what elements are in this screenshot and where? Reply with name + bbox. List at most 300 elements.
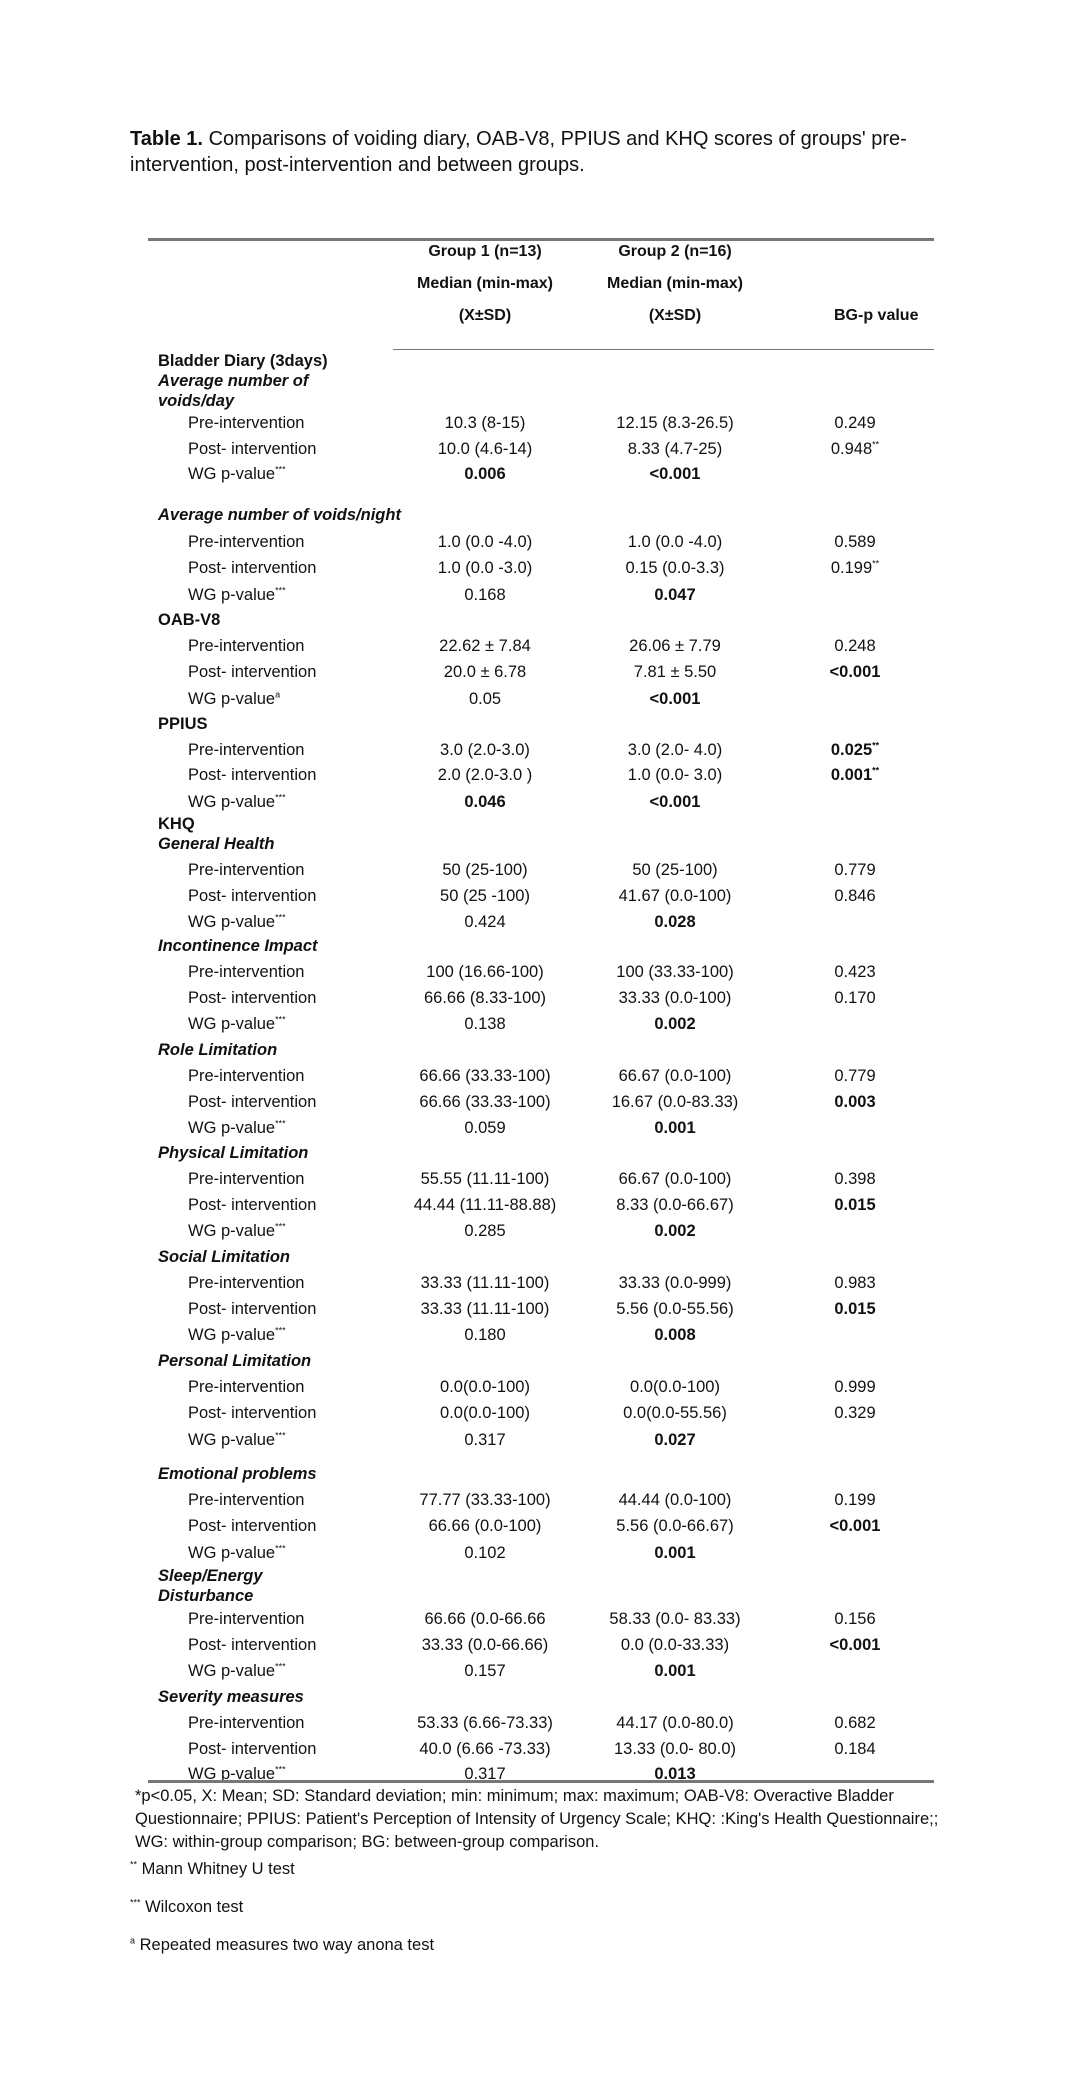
table-row: [0, 1712, 1080, 1734]
bg-p-value-text: 0.589: [834, 533, 876, 551]
row-label: [188, 1220, 286, 1242]
bg-p-value-text: 0.248: [834, 637, 876, 655]
row-label: [188, 885, 316, 907]
table-row: [0, 1608, 1080, 1630]
group2-value-text: 0.002: [654, 1222, 696, 1240]
row-label-text: Pre-intervention: [188, 414, 305, 432]
group1-value: [380, 885, 590, 907]
footnote-marker: **: [872, 558, 880, 569]
footnote-wilcoxon: [130, 1896, 950, 1919]
row-label: Sleep/Energy: [158, 1567, 263, 1585]
footnote-marker: ***: [275, 1764, 286, 1775]
footnote-marker: ***: [275, 464, 286, 475]
group2-value: [570, 661, 780, 683]
row-label: [188, 764, 316, 786]
group1-value: [380, 1660, 590, 1682]
table-row: [0, 961, 1080, 983]
bg-p-value: [790, 739, 920, 761]
row-label: [188, 1298, 316, 1320]
row-label: [188, 635, 304, 657]
bg-p-value: [790, 1272, 920, 1294]
subsection-heading: [0, 1039, 1080, 1061]
row-label-text: WG p-value: [188, 793, 276, 811]
row-label-text: Pre-intervention: [188, 1610, 305, 1628]
group1-value-text: 0.317: [464, 1431, 506, 1449]
row-label-text: Post- intervention: [188, 766, 317, 784]
header-group2-stat: Median (min-max): [606, 275, 743, 292]
footnote-marker: ***: [275, 1325, 286, 1336]
bg-p-value-text: 0.199: [834, 1491, 876, 1509]
row-label: General Health: [158, 835, 275, 853]
footnote-marker: ***: [275, 1543, 286, 1554]
row-label-text: Pre-intervention: [188, 1491, 305, 1509]
bg-p-value-text: 0.682: [834, 1714, 876, 1732]
group1-value-text: 66.66 (33.33-100): [419, 1093, 551, 1111]
group2-value: [570, 557, 780, 579]
subsection-heading: [0, 504, 1080, 526]
group1-value: [380, 1220, 590, 1242]
row-label: [188, 1376, 304, 1398]
row-label-text: Post- intervention: [188, 663, 317, 681]
row-label: Severity measures: [158, 1688, 304, 1706]
table-row: [0, 635, 1080, 657]
subsection-heading: [0, 370, 1080, 392]
table-row: [0, 1117, 1080, 1139]
footnote-mark: **: [130, 1859, 138, 1870]
group2-value: [570, 1324, 780, 1346]
row-label: OAB-V8: [158, 611, 221, 629]
group1-value-text: 66.66 (0.0-66.66: [424, 1610, 546, 1628]
group1-value-text: 55.55 (11.11-100): [420, 1170, 550, 1188]
table-row: [0, 584, 1080, 606]
group1-value-text: 1.0 (0.0 -3.0): [437, 559, 533, 577]
row-label: [188, 1194, 316, 1216]
bg-p-value: [790, 1065, 920, 1087]
group1-value: [380, 1634, 590, 1656]
group2-value: [570, 987, 780, 1009]
row-label: Role Limitation: [158, 1041, 278, 1059]
group1-value: [380, 791, 590, 813]
table-row: [0, 1634, 1080, 1656]
bg-p-value-text: 0.001: [830, 766, 873, 784]
row-label-text: Post- intervention: [188, 559, 317, 577]
row-label-text: Pre-intervention: [188, 1067, 305, 1085]
group1-value: [380, 584, 590, 606]
row-label: Physical Limitation: [158, 1144, 309, 1162]
group1-value: [380, 661, 590, 683]
row-label: Average number of voids/night: [158, 506, 401, 524]
subsection-heading: [0, 1246, 1080, 1268]
row-label: Bladder Diary (3days): [158, 352, 328, 370]
row-label-text: Pre-intervention: [188, 861, 305, 879]
subsection-heading: [0, 1350, 1080, 1372]
group1-value: [380, 911, 590, 933]
section-heading: [0, 350, 1080, 372]
group1-value: [380, 1065, 590, 1087]
subsection-heading: [0, 1565, 1080, 1587]
group1-value-text: 33.33 (0.0-66.66): [421, 1636, 549, 1654]
footnote-marker: **: [872, 439, 880, 450]
group2-value-text: 33.33 (0.0-999): [618, 1274, 732, 1292]
row-label: [188, 688, 280, 710]
footnote-marker: ***: [275, 1014, 286, 1025]
group2-value: [570, 1272, 780, 1294]
group1-value: [380, 1324, 590, 1346]
table-row: [0, 661, 1080, 683]
row-label: Social Limitation: [158, 1248, 291, 1266]
footnote-marker: **: [872, 765, 880, 776]
group2-value: [570, 635, 780, 657]
row-label: [188, 1429, 286, 1451]
row-label: [188, 1660, 286, 1682]
row-label-text: Pre-intervention: [188, 1714, 305, 1732]
row-label: KHQ: [158, 815, 195, 833]
group2-value-text: 0.008: [654, 1326, 696, 1344]
group1-value: [380, 987, 590, 1009]
row-label-text: WG p-value: [188, 586, 276, 604]
group1-value: [380, 1117, 590, 1139]
subsection-heading: [0, 1585, 1080, 1607]
group1-value-text: 0.157: [464, 1662, 506, 1680]
bg-p-value-text: 0.015: [834, 1196, 876, 1214]
group1-value-text: 44.44 (11.11-88.88): [413, 1196, 557, 1214]
group2-value-text: 7.81 ± 5.50: [633, 663, 717, 681]
row-label: [188, 463, 286, 485]
bg-p-value-text: <0.001: [829, 1636, 881, 1654]
group2-value-text: 8.33 (0.0-66.67): [616, 1196, 734, 1214]
group2-value: [570, 1515, 780, 1537]
bg-p-value: [790, 987, 920, 1009]
header-group1-name: Group 1 (n=13): [428, 243, 542, 260]
footnote-marker: ***: [275, 792, 286, 803]
bg-p-value-text: 0.199: [830, 559, 873, 577]
group2-value-text: 16.67 (0.0-83.33): [611, 1093, 739, 1111]
footnote-text: Wilcoxon test: [145, 1898, 244, 1916]
row-label: [188, 791, 286, 813]
group1-value-text: 0.138: [464, 1015, 506, 1033]
group1-value-text: 53.33 (6.66-73.33): [417, 1714, 553, 1732]
group1-value: [380, 1194, 590, 1216]
footnote-marker: ***: [275, 1661, 286, 1672]
row-label-text: Pre-intervention: [188, 963, 305, 981]
footnote-marker: ***: [275, 1430, 286, 1441]
row-label-text: WG p-value: [188, 913, 276, 931]
group1-value: [380, 1608, 590, 1630]
row-label-text: WG p-value: [188, 1326, 276, 1344]
bg-p-value: [790, 1376, 920, 1398]
group2-value-text: 13.33 (0.0- 80.0): [614, 1740, 736, 1758]
group2-value-text: 44.17 (0.0-80.0): [616, 1714, 734, 1732]
row-label: [188, 961, 304, 983]
row-label: voids/day: [158, 392, 235, 410]
bg-p-value: [790, 412, 920, 434]
bg-p-value-text: 0.779: [834, 861, 876, 879]
row-label-text: Post- intervention: [188, 1404, 317, 1422]
group2-value: [570, 1634, 780, 1656]
bg-p-value-text: 0.184: [834, 1740, 876, 1758]
header-group2: [570, 242, 780, 338]
bg-p-value-text: 0.999: [834, 1378, 876, 1396]
table-top-rule: [148, 238, 934, 241]
footnote-repeated-measures: [130, 1934, 950, 1957]
bg-p-value: [790, 1194, 920, 1216]
bg-p-value: [790, 1608, 920, 1630]
row-label: [188, 531, 304, 553]
table-row: [0, 1220, 1080, 1242]
row-label: [188, 739, 304, 761]
group1-value: [380, 961, 590, 983]
bg-p-value-text: 0.015: [834, 1300, 876, 1318]
group1-value-text: 66.66 (0.0-100): [428, 1517, 542, 1535]
row-label-text: WG p-value: [188, 1222, 276, 1240]
group1-value-text: 2.0 (2.0-3.0 ): [437, 766, 533, 784]
group2-value: [570, 1220, 780, 1242]
bg-p-value-text: 0.948: [830, 440, 873, 458]
group2-value: [570, 1402, 780, 1424]
bg-p-value-text: 0.398: [834, 1170, 876, 1188]
bg-p-value-text: 0.423: [834, 963, 876, 981]
group1-value-text: 0.046: [464, 793, 506, 811]
table-row: [0, 1324, 1080, 1346]
group1-value: [380, 1013, 590, 1035]
row-label: [188, 1634, 316, 1656]
group2-value-text: 0.0(0.0-55.56): [623, 1404, 727, 1422]
group2-value-text: 33.33 (0.0-100): [618, 989, 732, 1007]
group2-value-text: 1.0 (0.0- 3.0): [627, 766, 723, 784]
group1-value: [380, 859, 590, 881]
group1-value: [380, 1091, 590, 1113]
group1-value-text: 0.05: [468, 690, 502, 708]
subsection-heading: [0, 1686, 1080, 1708]
group1-value-text: 33.33 (11.11-100): [420, 1300, 550, 1318]
group1-value: [380, 438, 590, 460]
group2-value: [570, 1429, 780, 1451]
group2-value: [570, 1298, 780, 1320]
header-bg-pvalue: BG-p value: [834, 307, 919, 324]
group2-value: [570, 1738, 780, 1760]
group1-value-text: 22.62 ± 7.84: [439, 637, 531, 655]
row-label-text: Post- intervention: [188, 1196, 317, 1214]
bg-p-value-text: <0.001: [829, 1517, 881, 1535]
table-row: [0, 764, 1080, 786]
group1-value-text: 66.66 (8.33-100): [423, 989, 546, 1007]
group1-value: [380, 688, 590, 710]
group2-value-text: 66.67 (0.0-100): [618, 1067, 732, 1085]
group2-value: [570, 1542, 780, 1564]
group2-value-text: 0.0(0.0-100): [630, 1378, 720, 1396]
group1-value: [380, 1429, 590, 1451]
bg-p-value: [790, 661, 920, 683]
group1-value-text: 66.66 (33.33-100): [419, 1067, 551, 1085]
row-label-text: Pre-intervention: [188, 637, 305, 655]
group1-value-text: 50 (25 -100): [440, 887, 530, 905]
group2-value-text: 5.56 (0.0-66.67): [616, 1517, 734, 1535]
bg-p-value-text: 0.329: [834, 1404, 876, 1422]
group1-value-text: 20.0 ± 6.78: [443, 663, 527, 681]
group1-value: [380, 1489, 590, 1511]
row-label: PPIUS: [158, 715, 208, 733]
group2-value-text: 66.67 (0.0-100): [618, 1170, 732, 1188]
row-label: [188, 1324, 286, 1346]
group1-value: [380, 412, 590, 434]
footnote-text: Mann Whitney U test: [141, 1860, 295, 1878]
group1-value: [380, 1542, 590, 1564]
row-label-text: WG p-value: [188, 1119, 276, 1137]
group2-value-text: <0.001: [649, 690, 701, 708]
footnote-marker: ***: [275, 912, 286, 923]
group2-value-text: 0.15 (0.0-3.3): [625, 559, 725, 577]
group1-value: [380, 531, 590, 553]
group2-value-text: 12.15 (8.3-26.5): [616, 414, 734, 432]
group1-value-text: 0.424: [464, 913, 506, 931]
row-label: Average number of: [158, 372, 309, 390]
group2-value: [570, 791, 780, 813]
table-row: [0, 859, 1080, 881]
footnote-mark: ***: [130, 1897, 141, 1908]
subsection-heading: [0, 833, 1080, 855]
group1-value-text: 0.168: [464, 586, 506, 604]
group1-value-text: 0.317: [464, 1765, 506, 1783]
group2-value-text: 26.06 ± 7.79: [629, 637, 721, 655]
table-row: [0, 1542, 1080, 1564]
row-label: [188, 1402, 316, 1424]
group2-value-text: <0.001: [649, 793, 701, 811]
header-group2-mean: (X±SD): [648, 307, 702, 324]
row-label: [188, 1489, 304, 1511]
caption-label: Table 1.: [130, 128, 203, 150]
group2-value-text: 50 (25-100): [632, 861, 718, 879]
table-row: [0, 531, 1080, 553]
group2-value: [570, 739, 780, 761]
group1-value-text: 50 (25-100): [442, 861, 528, 879]
group2-value: [570, 531, 780, 553]
group2-value-text: 0.001: [654, 1119, 696, 1137]
group2-value: [570, 584, 780, 606]
group1-value-text: 77.77 (33.33-100): [419, 1491, 551, 1509]
group2-value-text: 0.002: [654, 1015, 696, 1033]
row-label: [188, 1168, 304, 1190]
row-label: [188, 438, 316, 460]
row-label: [188, 1065, 304, 1087]
bg-p-value: [790, 1168, 920, 1190]
caption-text: Comparisons of voiding diary, OAB-V8, PPIUS and KHQ scores of groups' pre-intervention, post-intervention and between groups.: [130, 128, 907, 176]
group1-value: [380, 1298, 590, 1320]
table-row: [0, 463, 1080, 485]
group1-value-text: 0.006: [464, 465, 506, 483]
row-label: [188, 412, 304, 434]
group1-value: [380, 463, 590, 485]
group1-value-text: 1.0 (0.0 -4.0): [437, 533, 533, 551]
table-bottom-rule: [148, 1780, 934, 1783]
row-label: [188, 911, 286, 933]
table-row: [0, 557, 1080, 579]
group2-value: [570, 1091, 780, 1113]
footnote-marker: ***: [275, 1221, 286, 1232]
row-label-text: Post- intervention: [188, 989, 317, 1007]
group1-value: [380, 764, 590, 786]
bg-p-value-text: 0.249: [834, 414, 876, 432]
footnote-marker: **: [872, 740, 880, 751]
table-row: [0, 688, 1080, 710]
row-label-text: Pre-intervention: [188, 741, 305, 759]
row-label: [188, 859, 304, 881]
row-label: [188, 1515, 316, 1537]
group2-value: [570, 764, 780, 786]
group1-value-text: 10.0 (4.6-14): [437, 440, 533, 458]
group2-value-text: 0.001: [654, 1544, 696, 1562]
subsection-heading: [0, 1463, 1080, 1485]
row-label-text: Post- intervention: [188, 1093, 317, 1111]
row-label: [188, 661, 316, 683]
group2-value-text: <0.001: [649, 465, 701, 483]
table-row: [0, 739, 1080, 761]
table-row: [0, 1091, 1080, 1113]
bg-p-value: [790, 1515, 920, 1537]
footnote-marker: ***: [275, 1118, 286, 1129]
bg-p-value: [790, 764, 920, 786]
group1-value-text: 0.102: [464, 1544, 506, 1562]
row-label: [188, 584, 286, 606]
row-label-text: Post- intervention: [188, 440, 317, 458]
group2-value-text: 5.56 (0.0-55.56): [616, 1300, 734, 1318]
row-label-text: WG p-value: [188, 690, 276, 708]
group1-value-text: 33.33 (11.11-100): [420, 1274, 550, 1292]
group2-value-text: 100 (33.33-100): [616, 963, 734, 981]
table-row: [0, 1168, 1080, 1190]
bg-p-value: [790, 1738, 920, 1760]
row-label-text: Post- intervention: [188, 1636, 317, 1654]
group2-value-text: 8.33 (4.7-25): [627, 440, 723, 458]
section-heading: [0, 713, 1080, 735]
bg-p-value: [790, 961, 920, 983]
table-row: [0, 412, 1080, 434]
group2-value: [570, 688, 780, 710]
bg-p-value-text: <0.001: [829, 663, 881, 681]
bg-p-value: [790, 1712, 920, 1734]
table-row: [0, 1013, 1080, 1035]
row-label-text: Pre-intervention: [188, 1170, 305, 1188]
group2-value: [570, 961, 780, 983]
group2-value: [570, 1194, 780, 1216]
footnote-text: Repeated measures two way anona test: [139, 1936, 435, 1954]
row-label-text: Post- intervention: [188, 1300, 317, 1318]
group2-value-text: 3.0 (2.0- 4.0): [627, 741, 723, 759]
row-label-text: WG p-value: [188, 1544, 276, 1562]
group2-value-text: 1.0 (0.0 -4.0): [627, 533, 723, 551]
bg-p-value-text: 0.003: [834, 1093, 876, 1111]
footnote-mark: a: [130, 1935, 136, 1946]
group2-value-text: 0.013: [654, 1765, 696, 1783]
group2-value-text: 0.047: [654, 586, 696, 604]
header-group2-name: Group 2 (n=16): [618, 243, 732, 260]
row-label: [188, 987, 316, 1009]
group1-value: [380, 1738, 590, 1760]
table-row: [0, 1272, 1080, 1294]
footnote-mann-whitney: [130, 1858, 950, 1881]
group1-value: [380, 1712, 590, 1734]
row-label: [188, 1091, 316, 1113]
footnote-marker: a: [275, 689, 281, 700]
group1-value-text: 40.0 (6.66 -73.33): [419, 1740, 551, 1758]
group2-value-text: 44.44 (0.0-100): [618, 1491, 732, 1509]
group1-value: [380, 635, 590, 657]
table-row: [0, 1660, 1080, 1682]
row-label-text: WG p-value: [188, 1765, 276, 1783]
row-label: [188, 1013, 286, 1035]
row-label-text: Pre-intervention: [188, 533, 305, 551]
table-row: [0, 791, 1080, 813]
group2-value-text: 58.33 (0.0- 83.33): [609, 1610, 741, 1628]
